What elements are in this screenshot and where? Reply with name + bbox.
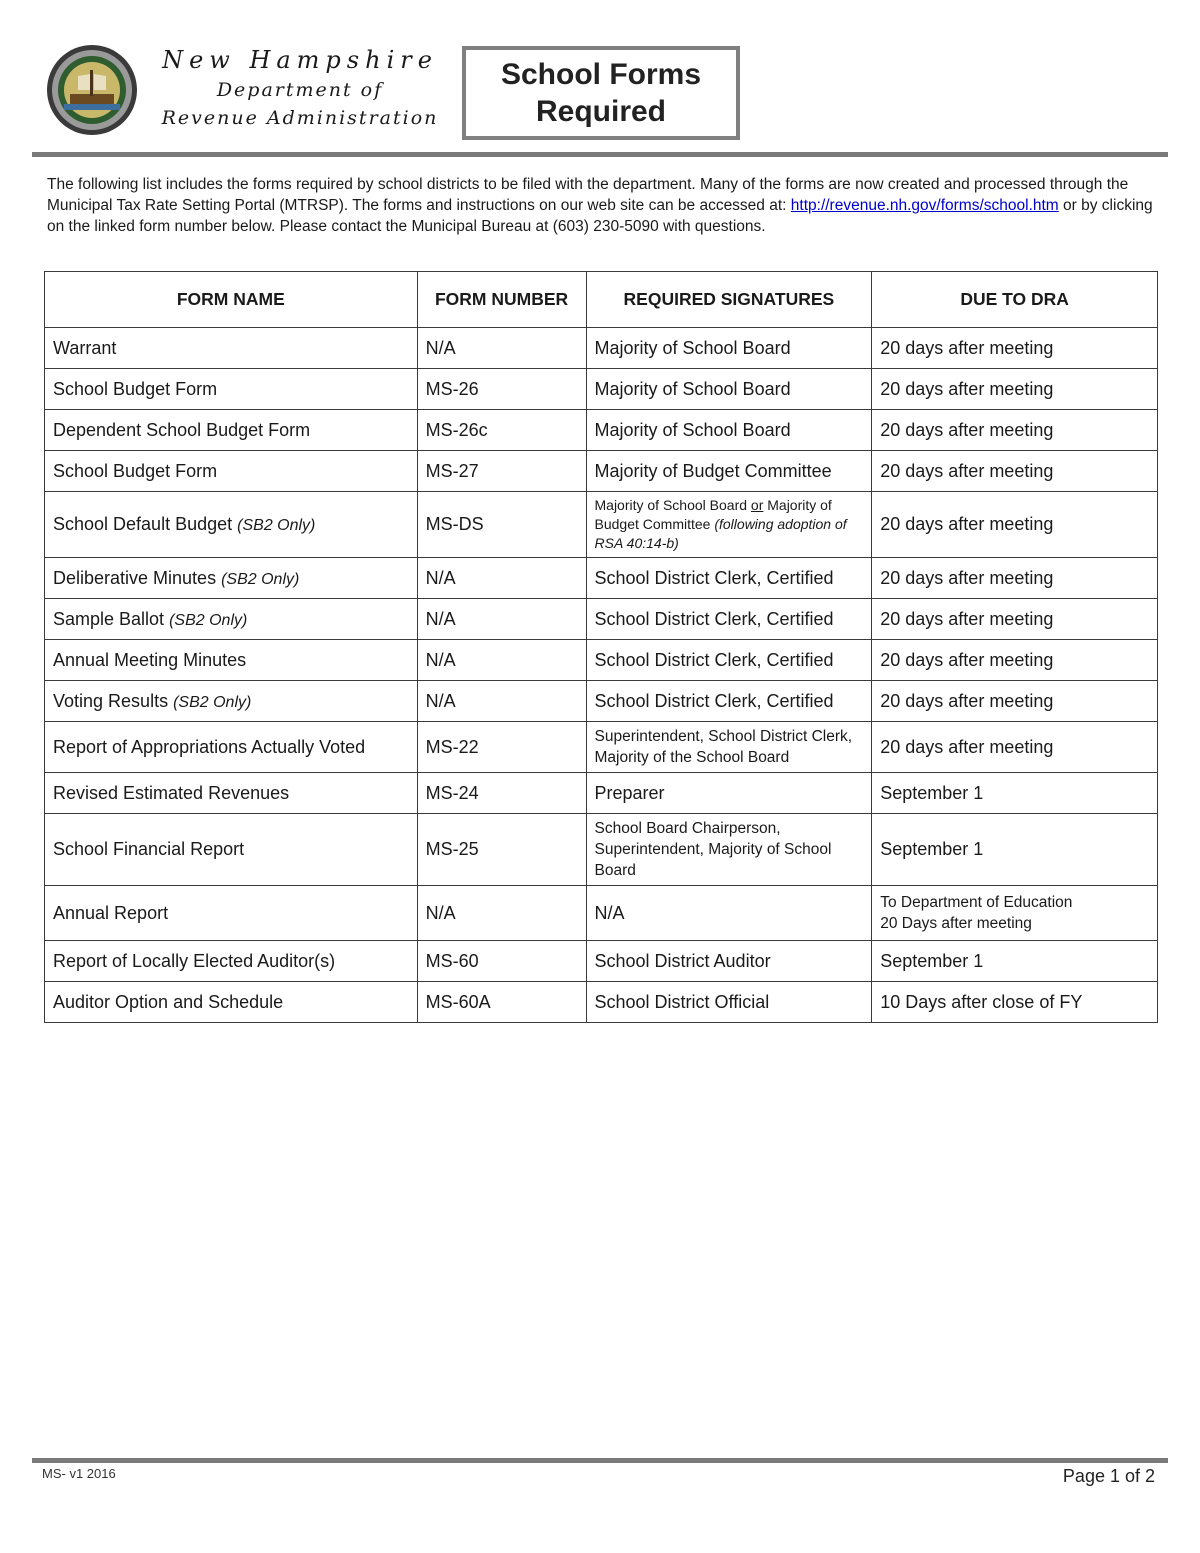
- table-row: [45, 640, 1158, 681]
- table-row: [45, 773, 1158, 814]
- form-name-cell: [45, 558, 418, 599]
- due-cell: September 1: [872, 941, 1158, 982]
- signatures-cell: School Board Chairperson, Superintendent, Majority of School Board: [586, 814, 872, 886]
- table-row: [45, 599, 1158, 640]
- table-row: [45, 328, 1158, 369]
- form-name-cell: Report of Locally Elected Auditor(s): [45, 941, 418, 982]
- form-number-cell: N/A: [417, 558, 586, 599]
- table-row: [45, 681, 1158, 722]
- signatures-cell: Superintendent, School District Clerk, Majority of the School Board: [586, 722, 872, 773]
- form-name-cell: [45, 681, 418, 722]
- intro-text-after: or by clicking on the linked form number below. Please contact the Municipal Bureau at (603) 230-5090 with questions.: [47, 197, 1153, 235]
- signatures-cell: Majority of School Board: [586, 328, 872, 369]
- form-name-cell: Annual Meeting Minutes: [45, 640, 418, 681]
- form-number-cell[interactable]: MS-24: [417, 773, 586, 814]
- due-line1: To Department of Education: [880, 894, 1073, 911]
- due-cell: 20 days after meeting: [872, 722, 1158, 773]
- due-cell: 20 days after meeting: [872, 640, 1158, 681]
- intro-paragraph: [47, 174, 1157, 237]
- signatures-note: (following adoption of RSA 40:14-b): [594, 516, 847, 551]
- due-cell: 20 days after meeting: [872, 558, 1158, 599]
- intro-text-before: The following list includes the forms required by school districts to be filed with the department. Many of the forms are now created and processed through the Municipal Tax Rate Setting Portal (MTRSP). The forms and instructions on our web site can be accessed at:: [47, 176, 1129, 214]
- agency-state: New Hampshire: [162, 46, 438, 74]
- agency-division: Revenue Administration: [161, 107, 439, 129]
- due-cell: 20 days after meeting: [872, 451, 1158, 492]
- due-cell: 10 Days after close of FY: [872, 982, 1158, 1023]
- signatures-or: or: [750, 497, 764, 513]
- form-number-cell[interactable]: MS-DS: [417, 492, 586, 558]
- header-divider: [32, 152, 1168, 157]
- form-name-cell: Dependent School Budget Form: [45, 410, 418, 451]
- form-name-text: Sample Ballot: [53, 608, 165, 629]
- signatures-cell: Majority of School Board: [586, 410, 872, 451]
- due-cell: September 1: [872, 773, 1158, 814]
- due-cell: September 1: [872, 814, 1158, 886]
- due-cell: 20 days after meeting: [872, 369, 1158, 410]
- form-name-cell: Revised Estimated Revenues: [45, 773, 418, 814]
- form-name-cell: Annual Report: [45, 886, 418, 941]
- signatures-cell: Preparer: [586, 773, 872, 814]
- page-title: [462, 46, 740, 140]
- column-header-required-signatures: REQUIRED SIGNATURES: [586, 272, 872, 328]
- form-name-note: (SB2 Only): [169, 611, 248, 629]
- form-number-cell[interactable]: MS-25: [417, 814, 586, 886]
- form-name-text: Deliberative Minutes: [53, 567, 217, 588]
- form-name-note: (SB2 Only): [237, 517, 316, 534]
- footer-divider: [32, 1458, 1168, 1463]
- forms-link[interactable]: http://revenue.nh.gov/forms/school.htm: [790, 197, 1059, 214]
- due-cell: 20 days after meeting: [872, 410, 1158, 451]
- form-name-cell: School Financial Report: [45, 814, 418, 886]
- signatures-cell: Majority of Budget Committee: [586, 451, 872, 492]
- page-number: Page 1 of 2: [1062, 1466, 1155, 1486]
- form-number-cell: N/A: [417, 886, 586, 941]
- table-row: [45, 982, 1158, 1023]
- column-header-due-to-dra: DUE TO DRA: [872, 272, 1158, 328]
- table-row: [45, 886, 1158, 941]
- due-cell: 20 days after meeting: [872, 599, 1158, 640]
- form-number-cell[interactable]: MS-60: [417, 941, 586, 982]
- table-row: [45, 941, 1158, 982]
- table-row: [45, 722, 1158, 773]
- form-name-note: (SB2 Only): [221, 570, 300, 588]
- form-version: MS- v1 2016: [42, 1466, 116, 1481]
- form-number-cell[interactable]: MS-27: [417, 451, 586, 492]
- form-number-cell: N/A: [417, 640, 586, 681]
- table-row: [45, 492, 1158, 558]
- signatures-cell: School District Clerk, Certified: [586, 558, 872, 599]
- form-name-text: School Default Budget: [53, 514, 233, 534]
- form-number-cell: N/A: [417, 681, 586, 722]
- due-cell: 20 days after meeting: [872, 492, 1158, 558]
- form-number-cell: N/A: [417, 328, 586, 369]
- due-cell: 20 days after meeting: [872, 681, 1158, 722]
- form-name-cell: [45, 492, 418, 558]
- due-cell: 20 days after meeting: [872, 328, 1158, 369]
- column-header-form-name: FORM NAME: [45, 272, 418, 328]
- form-number-cell[interactable]: MS-60A: [417, 982, 586, 1023]
- form-name-cell: School Budget Form: [45, 451, 418, 492]
- form-name-cell: Warrant: [45, 328, 418, 369]
- table-header-row: [45, 272, 1158, 328]
- agency-name: [150, 44, 450, 132]
- signatures-text-part1: Majority of School Board: [594, 497, 751, 513]
- form-number-cell[interactable]: MS-22: [417, 722, 586, 773]
- form-name-text: Voting Results: [53, 690, 169, 711]
- table-row: [45, 814, 1158, 886]
- form-name-cell: Auditor Option and Schedule: [45, 982, 418, 1023]
- signatures-cell: [586, 492, 872, 558]
- signatures-cell: N/A: [586, 886, 872, 941]
- column-header-form-number: FORM NUMBER: [417, 272, 586, 328]
- table-row: [45, 451, 1158, 492]
- page-title-line2: Required: [535, 95, 667, 128]
- form-number-cell: N/A: [417, 599, 586, 640]
- table-row: [45, 410, 1158, 451]
- signatures-cell: School District Clerk, Certified: [586, 681, 872, 722]
- signatures-text-part2: Majority of Budget Committee: [594, 497, 832, 532]
- signatures-cell: Majority of School Board: [586, 369, 872, 410]
- due-cell: [872, 886, 1158, 941]
- page-title-line1: School Forms: [500, 58, 702, 91]
- table-row: [45, 558, 1158, 599]
- signatures-cell: School District Official: [586, 982, 872, 1023]
- form-number-cell[interactable]: MS-26c: [417, 410, 586, 451]
- signatures-cell: School District Clerk, Certified: [586, 640, 872, 681]
- due-line2: 20 Days after meeting: [880, 915, 1032, 932]
- form-name-cell: [45, 599, 418, 640]
- form-name-cell: School Budget Form: [45, 369, 418, 410]
- agency-department: Department of: [216, 79, 384, 101]
- signatures-cell: School District Auditor: [586, 941, 872, 982]
- signatures-cell: School District Clerk, Certified: [586, 599, 872, 640]
- forms-table: [44, 271, 1158, 1023]
- form-name-note: (SB2 Only): [173, 693, 252, 711]
- form-name-cell: Report of Appropriations Actually Voted: [45, 722, 418, 773]
- state-seal-icon: [44, 44, 140, 136]
- table-row: [45, 369, 1158, 410]
- form-number-cell[interactable]: MS-26: [417, 369, 586, 410]
